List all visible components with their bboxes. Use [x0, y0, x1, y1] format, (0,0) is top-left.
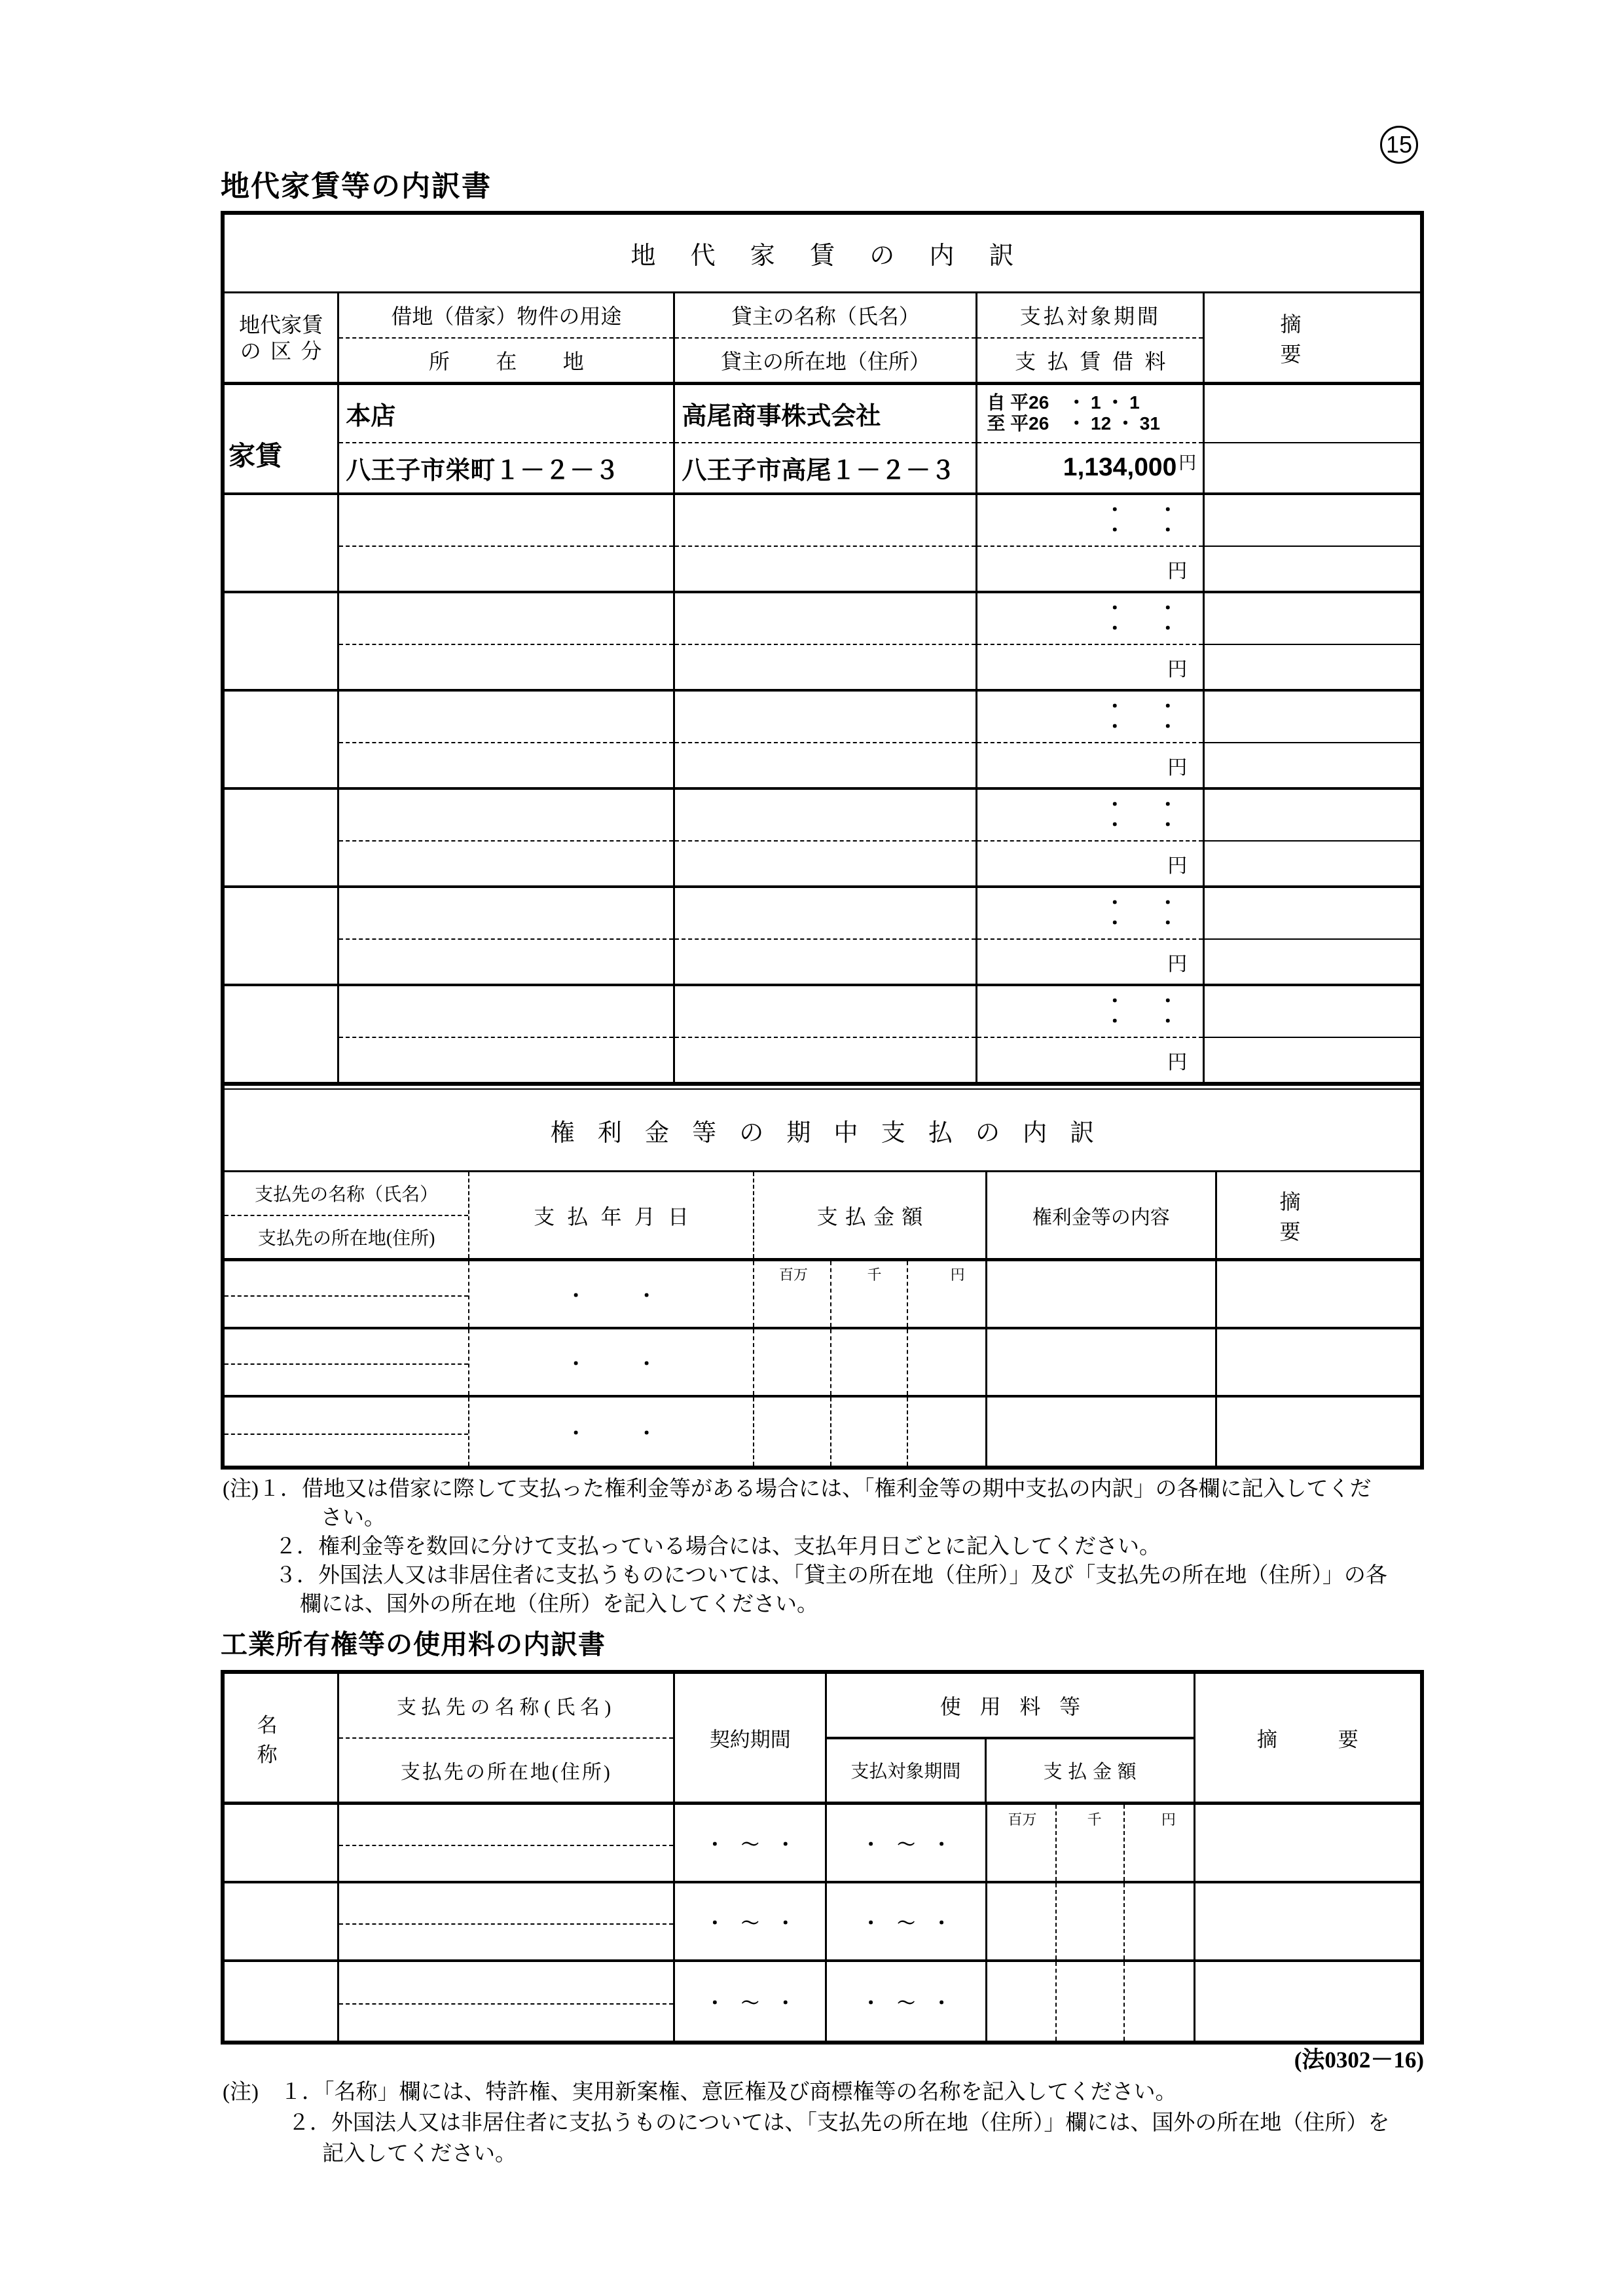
header-contract-period	[675, 1674, 827, 1802]
notes-royalty	[223, 2077, 1467, 2170]
rent-row-2	[225, 495, 1420, 593]
header-content-label: 権利金等の内容	[1032, 1206, 1170, 1229]
usage-value: 本店	[346, 402, 396, 430]
header-contract-period-label: 契約期間	[709, 1728, 791, 1751]
yen-mark: 円	[1167, 855, 1188, 877]
document-title: 地代家賃等の内訳書	[221, 170, 492, 202]
header-royalty-group	[827, 1674, 1195, 1802]
header-remarks3-label: 摘要	[1256, 1728, 1419, 1751]
deposits-table-title: 権利金等の期中支払の内訳	[225, 1088, 1420, 1172]
royalty-row-1	[225, 1805, 1420, 1883]
period-dots: ・ ・	[1106, 696, 1177, 716]
date-dots: ・ ・	[567, 1423, 656, 1443]
target-period-marks: ・ ～ ・	[862, 1834, 951, 1855]
header-category-line2: の区分	[240, 339, 331, 363]
amount-cell	[987, 1962, 1195, 2041]
amount-guide-line	[1055, 1805, 1057, 1881]
note-line: (注)１．借地又は借家に際して支払った権利金等がある場合には、「権利金等の期中支払の内訳」の各欄に記入してくだ	[223, 1477, 1372, 1501]
yen-mark: 円	[1167, 658, 1188, 680]
period-dots: ・ ・	[1106, 716, 1177, 737]
page-number: 15	[1385, 131, 1413, 158]
header-category	[225, 293, 339, 382]
cell-period-rent	[977, 385, 1205, 492]
header-payee3	[339, 1674, 675, 1802]
date-dots: ・ ・	[567, 1354, 656, 1374]
cell-remarks	[1205, 385, 1420, 492]
amount-cell	[754, 1261, 987, 1327]
header-remarks3	[1195, 1674, 1420, 1802]
header-payee-name: 支払先の名称（氏名）	[225, 1172, 468, 1216]
notes-rent	[223, 1475, 1467, 1619]
deposit-row-1	[225, 1261, 1420, 1329]
note-line: ２．権利金等を数回に分けて支払っている場合には、支払年月日ごとに記入してください。	[275, 1535, 1161, 1559]
header-payee-address: 支払先の所在地(住所)	[257, 1228, 435, 1249]
header-location: 所在地	[428, 349, 630, 373]
rent-row-7	[225, 986, 1420, 1086]
contract-period-marks: ・ ～ ・	[706, 1913, 795, 1933]
note-line: 欄には、国外の所在地（住所）を記入してください。	[300, 1593, 818, 1616]
rent-table-header-row	[225, 293, 1420, 385]
header-payment-date	[469, 1172, 754, 1258]
rent-amount: 1,134,000	[1063, 453, 1177, 482]
cell-usage-location	[339, 385, 675, 492]
period-from: 自 平26 ・ 1 ・ 1	[987, 392, 1140, 413]
royalty-doc-title: 工業所有権等の使用料の内訳書	[221, 1629, 606, 1659]
header-remarks	[1205, 293, 1420, 382]
period-dots: ・ ・	[1106, 500, 1177, 520]
header-usage: 借地（借家）物件の用途	[339, 293, 673, 339]
period-dots: ・ ・	[1106, 794, 1177, 815]
amount-cell	[754, 1329, 987, 1395]
location-value: 八王子市栄町１－２－３	[346, 456, 620, 485]
landlord-name-value: 高尾商事株式会社	[682, 402, 881, 430]
header-landlord	[675, 293, 977, 382]
yen-mark: 円	[1167, 756, 1188, 779]
royalty-row-3	[225, 1962, 1420, 2041]
header-period: 支払対象期間	[977, 293, 1203, 339]
amount-cell	[987, 1805, 1195, 1881]
date-dots: ・ ・	[567, 1286, 656, 1306]
contract-period-marks: ・ ～ ・	[706, 1834, 795, 1855]
note-line: ２．外国法人又は非居住者に支払うものについては、「支払先の所在地（住所）」欄には、国外の所在地（住所）を	[288, 2111, 1390, 2135]
header-payment-date-label: 支払年月日	[534, 1204, 702, 1229]
period-dots: ・ ・	[1106, 815, 1177, 835]
deposit-row-2	[225, 1329, 1420, 1398]
amount-guide-line	[907, 1329, 908, 1395]
rent-row-4	[225, 692, 1420, 790]
page-number-badge	[1380, 126, 1418, 164]
amount-guide-line	[830, 1329, 831, 1395]
header-royalty-group-label: 使用料等	[827, 1674, 1193, 1739]
rent-row-1	[225, 385, 1420, 495]
note-line: 記入してください。	[322, 2142, 517, 2166]
period-to: 至 平26 ・ 12 ・ 31	[987, 413, 1160, 434]
period-dots: ・ ・	[1106, 598, 1177, 618]
deposits-header-row	[225, 1172, 1420, 1261]
unit-yen: 円	[950, 1267, 965, 1283]
amount-guide-line	[830, 1398, 831, 1466]
rent-unit: 円	[1178, 453, 1197, 473]
header-period-rent	[977, 293, 1205, 382]
header-remarks-label: 摘要	[1280, 312, 1377, 366]
header-payment-amount-label: 支払金額	[816, 1204, 930, 1229]
note-line: ３．外国法人又は非居住者に支払うものについては、「貸主の所在地（住所）」及び「支払先の所在地（住所）」の各	[275, 1564, 1387, 1587]
amount-cell	[987, 1883, 1195, 1959]
period-dots: ・ ・	[1106, 991, 1177, 1011]
royalty-row-2	[225, 1883, 1420, 1962]
unit-thousand: 千	[867, 1267, 882, 1283]
amount-cell	[754, 1398, 987, 1466]
note-line: さい。	[321, 1506, 386, 1530]
period-dots: ・ ・	[1106, 520, 1177, 540]
header-payee3-address: 支払先の所在地(住所)	[400, 1761, 612, 1783]
period-dots: ・ ・	[1106, 618, 1177, 639]
header-content	[987, 1172, 1217, 1258]
rent-row-6	[225, 888, 1420, 986]
yen-mark: 円	[1167, 560, 1188, 582]
cell-category	[225, 385, 339, 492]
cell-landlord	[675, 385, 977, 492]
amount-guide-line	[1055, 1883, 1057, 1959]
royalty-header-row	[225, 1674, 1420, 1805]
contract-period-marks: ・ ～ ・	[706, 1993, 795, 2013]
category-value: 家賃	[228, 441, 282, 471]
rent-row-5	[225, 790, 1420, 888]
amount-guide-line	[1123, 1962, 1125, 2041]
deposit-row-3	[225, 1398, 1420, 1466]
header-landlord-name: 貸主の名称（氏名）	[675, 293, 976, 339]
header-remarks2	[1217, 1172, 1420, 1258]
amount-guide-line	[1055, 1962, 1057, 2041]
header-usage-location	[339, 293, 675, 382]
header-payment-amount	[754, 1172, 987, 1258]
target-period-marks: ・ ～ ・	[862, 1913, 951, 1933]
amount-guide-line	[907, 1398, 908, 1466]
header-rent: 支払賃借料	[1015, 349, 1178, 373]
target-period-marks: ・ ～ ・	[862, 1993, 951, 2013]
header-landlord-address: 貸主の所在地（住所）	[720, 349, 930, 373]
yen-mark: 円	[1167, 953, 1188, 975]
rent-breakdown-table	[221, 211, 1424, 1470]
period-dots: ・ ・	[1106, 913, 1177, 933]
note-line: (注) １．「名称」欄には、特許権、実用新案権、意匠権及び商標権等の名称を記入してください。	[223, 2081, 1177, 2104]
unit-yen: 円	[1161, 1811, 1176, 1828]
header-name-label: 名称	[257, 1713, 310, 1766]
period-dots: ・ ・	[1106, 893, 1177, 913]
form-code: (法0302－16)	[1294, 2047, 1424, 2073]
landlord-address-value: 八王子市高尾１－２－３	[682, 456, 956, 485]
header-payment-amount3: 支払金額	[1043, 1761, 1142, 1783]
period-dots: ・ ・	[1106, 1011, 1177, 1031]
royalty-table	[221, 1670, 1424, 2045]
rent-table-title: 地代家賃の内訳	[225, 215, 1420, 293]
rent-row-3	[225, 593, 1420, 692]
amount-guide-line	[1123, 1805, 1125, 1881]
amount-guide-line	[1123, 1883, 1125, 1959]
amount-guide-line	[907, 1261, 908, 1327]
amount-guide-line	[830, 1261, 831, 1327]
yen-mark: 円	[1167, 1051, 1188, 1073]
header-category-line1: 地代家賃	[239, 312, 323, 337]
header-remarks2-label: 摘要	[1279, 1189, 1364, 1244]
unit-million: 百万	[778, 1267, 808, 1283]
unit-thousand: 千	[1087, 1811, 1102, 1828]
header-payee	[225, 1172, 469, 1258]
unit-million: 百万	[1008, 1811, 1037, 1828]
header-name	[225, 1674, 339, 1802]
header-target-period: 支払対象期間	[827, 1739, 986, 1802]
header-payee3-name: 支払先の名称(氏名)	[339, 1674, 673, 1739]
